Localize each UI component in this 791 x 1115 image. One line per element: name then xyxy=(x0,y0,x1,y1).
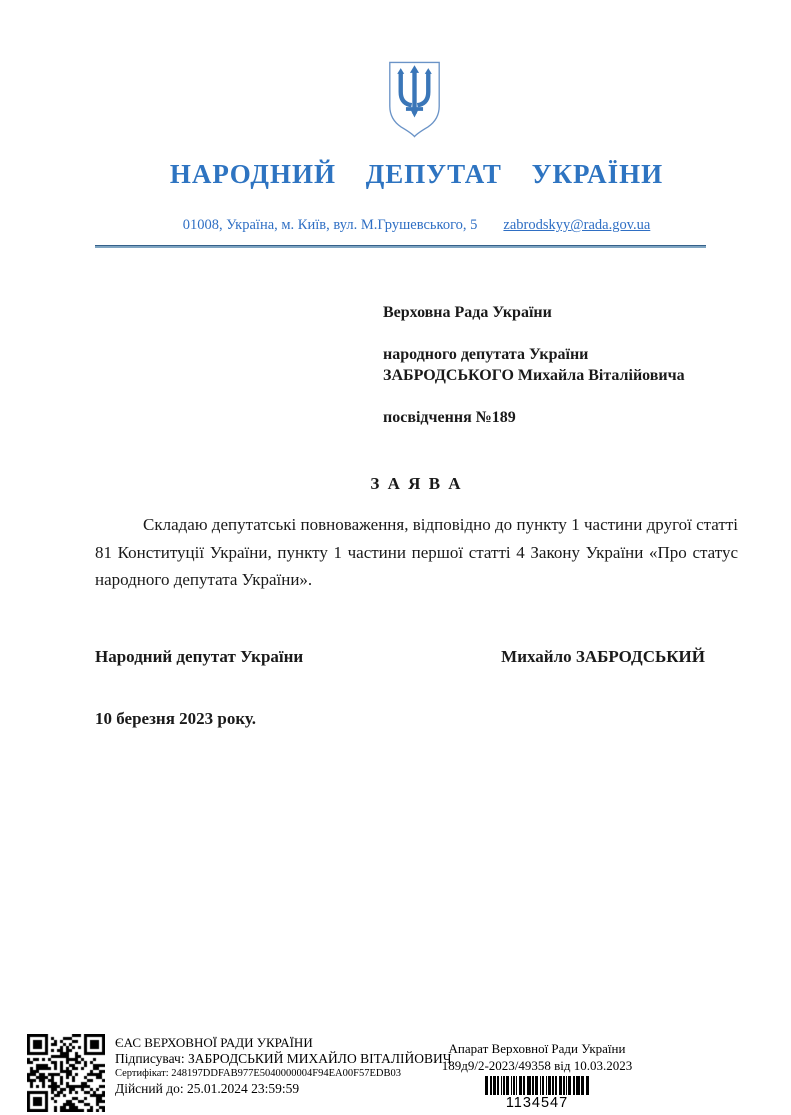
signer-name: Михайло ЗАБРОДСЬКИЙ xyxy=(501,647,705,666)
qr-code xyxy=(27,1034,105,1112)
esign-block xyxy=(115,1035,452,1098)
recipient-credential: посвідчення №189 xyxy=(383,409,516,426)
letterhead-address-row xyxy=(95,217,738,234)
statement-body: Складаю депутатські повноваження, відповідно до пункту 1 частини другої статті 81 Конституції України, пункту 1 частини першої статті 4 Закону України «Про статус народного депутата України». xyxy=(95,515,738,589)
recipient-from-line1: народного депутата України xyxy=(383,346,589,363)
registration-number: 189д9/2-2023/49358 від 10.03.2023 xyxy=(441,1058,633,1073)
esign-system: ЄАС ВЕРХОВНОЇ РАДИ УКРАЇНИ xyxy=(115,1035,313,1050)
letterhead-title: НАРОДНИЙ ДЕПУТАТ УКРАЇНИ xyxy=(169,159,664,189)
recipient-org: Верховна Рада України xyxy=(383,304,552,321)
esign-signer: Підписувач: ЗАБРОДСЬКИЙ МИХАЙЛО ВІТАЛІЙОВИЧ xyxy=(115,1051,452,1066)
header-divider xyxy=(95,245,706,248)
registration-office: Апарат Верховної Ради України xyxy=(448,1041,626,1056)
recipient-from-line2: ЗАБРОДСЬКОГО Михайла Віталійовича xyxy=(383,367,685,384)
recipient-block xyxy=(383,302,685,428)
statement-title: З А Я В А xyxy=(370,474,463,493)
letterhead-address: 01008, Україна, м. Київ, вул. М.Грушевського, 5 xyxy=(182,217,478,233)
tryzub-emblem-icon xyxy=(386,59,443,140)
barcode-number: 1134547 xyxy=(505,1095,569,1111)
signer-position: Народний депутат України xyxy=(95,647,304,666)
signature-date: 10 березня 2023 року. xyxy=(95,709,256,728)
barcode xyxy=(437,1076,637,1095)
esign-certificate: Сертифікат: 248197DDFAB977E5040000004F94EA00F57EDB03 xyxy=(115,1068,401,1079)
signature-row xyxy=(95,647,705,667)
esign-validity: Дійсний до: 25.01.2024 23:59:59 xyxy=(115,1081,300,1096)
email-link[interactable]: zabrodskyy@rada.gov.ua xyxy=(503,217,651,233)
registration-stamp xyxy=(437,1040,637,1111)
